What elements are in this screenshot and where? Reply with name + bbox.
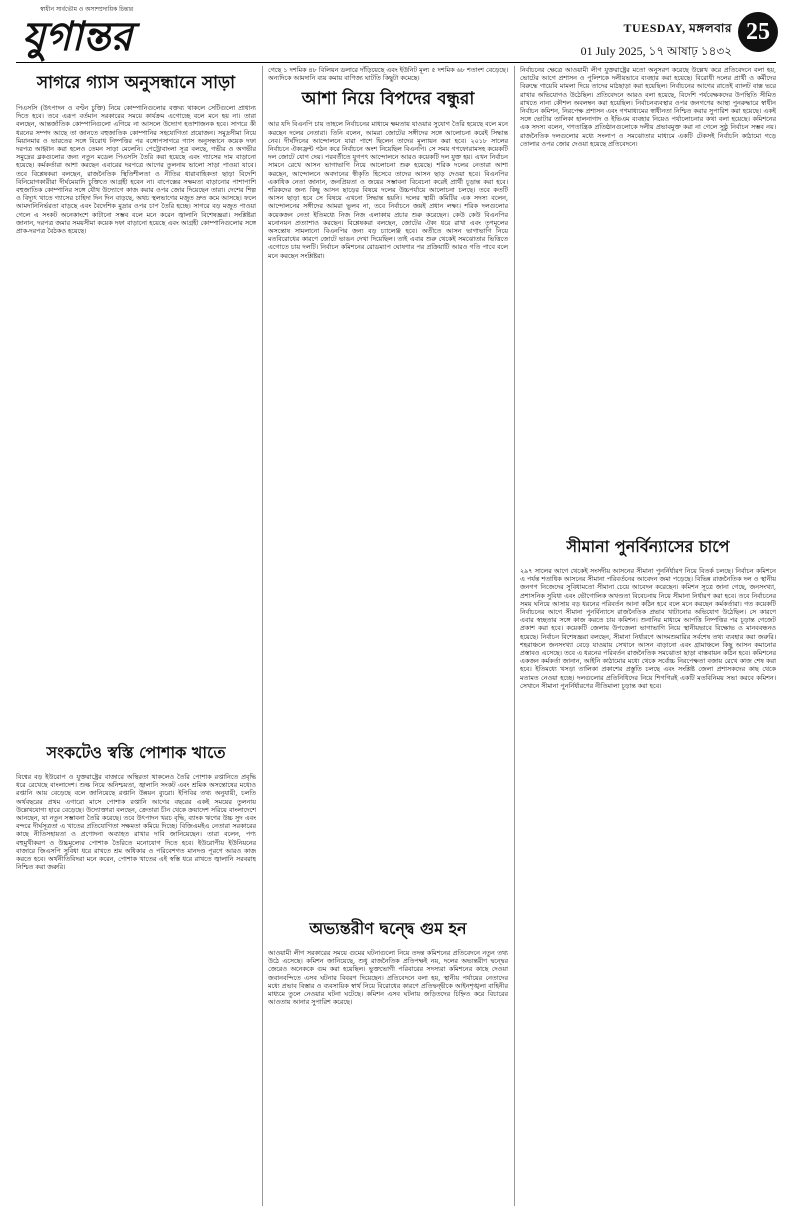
headline-boundary: সীমানা পুনর্বিন্যাসের চাপে <box>566 537 730 556</box>
article-internal-conflict <box>268 912 508 1206</box>
body-boundary: ২৯৭ সালের আগে থেকেই সংসদীয় আসনের সীমানা পুনর্নির্ধারণ নিয়ে বিতর্ক চলছে। নির্বাচন কমিশনে এ পর্যন্ত শতাধিক আসনের সীমানা পরিবর্তনের আবেদন জমা পড়েছে। বিভিন্ন রাজনৈতিক দল ও স্থানীয় জনগণ নিজেদের সুবিধামতো সীমানা চেয়ে আবেদন করেছেন। কমিশন সূত্রে জানা গেছে, জনসংখ্যা, প্রশাসনিক সুবিধা এবং ভৌগোলিক অখণ্ডতা বিবেচনায় নিয়ে সীমানা নির্ধারণ করা হবে। তবে নির্বাচনের সময় ঘনিয়ে আসায় বড় ধরনের পরিবর্তন আনা কঠিন হবে বলে মনে করছেন কর্মকর্তারা। গত কয়েকটি নির্বাচনের আগে সীমানা পুনর্বিন্যাসে রাজনৈতিক প্রভাব খাটানোর অভিযোগ উঠেছিল। সে কারণে এবার স্বচ্ছতার সঙ্গে কাজ করতে চায় কমিশন। শুনানির মাধ্যমে আপত্তি নিষ্পত্তির পর চূড়ান্ত গেজেট প্রকাশ করা হবে। কয়েকটি জেলায় উপজেলা ভাগাভাগি নিয়ে স্থানীয়ভাবে বিক্ষোভ ও মানববন্ধনও হয়েছে। নির্বাচন বিশেষজ্ঞরা বলছেন, সীমানা নির্ধারণে আদমশুমারির সর্বশেষ তথ্য ব্যবহার করা জরুরি। শহরাঞ্চলে জনসংখ্যা বেড়ে যাওয়ায় সেখানে আসন বাড়ানো এবং গ্রামাঞ্চলে কিছু আসন কমানোর প্রস্তাবও এসেছে। তবে এ ধরনের পরিবর্তন রাজনৈতিক সমঝোতা ছাড়া বাস্তবায়ন কঠিন হবে। কমিশনের একজন কর্মকর্তা জানান, আইনি কাঠামোর মধ্যে থেকে সর্বোচ্চ নিরপেক্ষতা বজায় রেখে কাজ শেষ করা হবে। ইতিমধ্যে খসড়া তালিকা প্রকাশের প্রস্তুতি চলছে এবং সংশ্লিষ্ট জেলা প্রশাসকদের কাছ থেকে মতামত নেওয়া হচ্ছে। দলগুলোর প্রতিনিধিদের নিয়ে শিগগিরই একটি মতবিনিময় সভা করবে কমিশন। সেখানে সীমানা পুনর্নির্ধারণের নীতিমালা চূড়ান্ত করা হবে। <box>520 567 776 690</box>
issue-date: 01 July 2025, ১৭ আষাঢ় ১৪৩২ <box>580 44 732 58</box>
article-garment <box>16 736 256 1206</box>
column-divider <box>262 66 263 1206</box>
body-gas: পিএসসি (উৎপাদন ও বণ্টন চুক্তি) নিয়ে কোম্পানিগুলোর বক্তব্য থাকলে সেটিগুলো প্রাধান্য দিতে হবে। তবে এরূপ বর্তমান সরকারের সময়ে কার্যক্রম এগোচ্ছে বলে মনে হয় না। তারা বলছেন, আন্তর্জাতিক কোম্পানিগুলো এগিয়ে না আসলে উদ্যোগ হতাশাজনক হবে। সাগরে কী ধরনের সম্পদ আছে তা জানতে বহুজাতিক কোম্পানির সহযোগিতা প্রয়োজন। সমুদ্রসীমা নিয়ে মিয়ানমার ও ভারতের সঙ্গে বিরোধ নিষ্পত্তির পর বঙ্গোপসাগরে গ্যাস অনুসন্ধানে কয়েক দফা দরপত্র আহ্বান করা হলেও তেমন সাড়া মেলেনি। পেট্রোবাংলা সূত্র বলছে, গভীর ও অগভীর সমুদ্রের ব্লকগুলোর জন্য নতুন মডেল পিএসসি তৈরি করা হয়েছে এবং গ্যাসের দাম বাড়ানো হয়েছে। কর্মকর্তারা আশা করছেন এবারের দরপত্রে আগের তুলনায় ভালো সাড়া পাওয়া যাবে। তবে বিশ্লেষকরা বলছেন, রাজনৈতিক স্থিতিশীলতা ও নীতির ধারাবাহিকতা ছাড়া বিদেশি বিনিয়োগকারীরা দীর্ঘমেয়াদি চুক্তিতে আগ্রহী হবেন না। বাপেক্সের সক্ষমতা বাড়ানোর পাশাপাশি বহুজাতিক কোম্পানির সঙ্গে যৌথ উদ্যোগে কাজ করার ওপর জোর দিয়েছেন তারা। দেশের শিল্প ও বিদ্যুৎ খাতে গ্যাসের চাহিদা দিন দিন বাড়ছে, অথচ স্থলভাগের মজুত দ্রুত কমে আসছে। ফলে আমদানিনির্ভরতা বাড়ছে এবং বৈদেশিক মুদ্রার ওপর চাপ তৈরি হচ্ছে। সাগরে বড় মজুত পাওয়া গেলে এ সংকট অনেকাংশে কাটানো সম্ভব বলে মনে করেন জ্বালানি বিশেষজ্ঞরা। সংশ্লিষ্টরা জানান, দরপত্র জমার সময়সীমা কয়েক দফা বাড়ানো হয়েছে এবং আগ্রহী কোম্পানিগুলোর সঙ্গে প্রাক-দরপত্র বৈঠকও হয়েছে। <box>16 104 256 236</box>
article-gas <box>16 66 256 731</box>
body-bnp: আর যদি বিএনপি চায় তাহলে নির্বাচনের মাধ্যমে ক্ষমতায় যাওয়ার সুযোগ তৈরি হয়েছে বলে মনে করছেন দলের নেতারা। তিনি বলেন, আমরা জোটের সঙ্গীদের সঙ্গে আলোচনা করেই সিদ্ধান্ত নেব। দীর্ঘদিনের আন্দোলনে যারা পাশে ছিলেন তাদের মূল্যায়ন করা হবে। ২০১৮ সালের নির্বাচনে ঐক্যফ্রন্ট গঠন করে নির্বাচনে অংশ নিয়েছিল বিএনপি। সে সময় গণফোরামসহ কয়েকটি দল জোটে যোগ দেয়। পরবর্তীতে যুগপৎ আন্দোলনে আরও কয়েকটি দল যুক্ত হয়। এখন নির্বাচন সামনে রেখে আসন ভাগাভাগি নিয়ে আলোচনা শুরু হয়েছে। শরিক দলের নেতারা আশা করছেন, আন্দোলনে অবদানের স্বীকৃতি হিসেবে তাদের আসন ছাড় দেওয়া হবে। বিএনপির একাধিক নেতা জানান, জনপ্রিয়তা ও জয়ের সম্ভাবনা বিবেচনা করেই প্রার্থী চূড়ান্ত করা হবে। শরিকদের জন্য কিছু আসন ছাড়ের বিষয়ে দলের উচ্চপর্যায়ে আলোচনা চলছে। তবে কতটি আসন ছাড়া হবে সে বিষয়ে এখনো সিদ্ধান্ত হয়নি। দলের স্থায়ী কমিটির এক সদস্য বলেন, আন্দোলনের সঙ্গীদের আমরা ভুলব না, তবে নির্বাচনে জয়ই প্রধান লক্ষ্য। শরিক দলগুলোর কয়েকজন নেতা ইতিমধ্যে নিজ নিজ এলাকায় প্রচার শুরু করেছেন। কেউ কেউ বিএনপির মনোনয়ন প্রত্যাশাও করছেন। বিশ্লেষকরা বলছেন, জোটের ঐক্য ধরে রাখা এবং তৃণমূলের অসন্তোষ সামলানো বিএনপির জন্য বড় চ্যালেঞ্জ হবে। অতীতে আসন ভাগাভাগি নিয়ে মতবিরোধের কারণে জোটে ভাঙন দেখা দিয়েছিল। তাই এবার শুরু থেকেই সমঝোতার ভিত্তিতে এগোতে চায় দলটি। নির্বাচন কমিশনের রোডম্যাপ ঘোষণার পর প্রক্রিয়াটি আরও গতি পাবে বলে মনে করছেন সংশ্লিষ্টরা। <box>268 120 508 260</box>
body-garment: বিশ্বের বড় ইউরোপ ও যুক্তরাষ্ট্রের বাজারে অস্থিরতা থাকলেও তৈরি পোশাক রপ্তানিতে প্রবৃদ্ধি ধরে রেখেছে বাংলাদেশ। শুল্ক নিয়ে অনিশ্চয়তা, জ্বালানি সংকট এবং শ্রমিক অসন্তোষের মধ্যেও রপ্তানি আয় বেড়েছে বলে জানিয়েছে রপ্তানি উন্নয়ন ব্যুরো। ইপিবির তথ্য অনুযায়ী, চলতি অর্থবছরের প্রথম এগারো মাসে পোশাক রপ্তানি আগের বছরের একই সময়ের তুলনায় উল্লেখযোগ্য হারে বেড়েছে। উদ্যোক্তারা বলছেন, ক্রেতারা চীন থেকে ক্রয়াদেশ সরিয়ে বাংলাদেশে আনছেন, যা নতুন সম্ভাবনা তৈরি করেছে। তবে উৎপাদন খরচ বৃদ্ধি, ব্যাংক ঋণের উচ্চ সুদ এবং বন্দরে দীর্ঘসূত্রতা এ খাতের প্রতিযোগিতা সক্ষমতা কমিয়ে দিচ্ছে। বিজিএমইএ নেতারা সরকারের কাছে নীতিসহায়তা ও প্রণোদনা অব্যাহত রাখার দাবি জানিয়েছেন। তারা বলেন, পণ্য বহুমুখীকরণ ও উচ্চমূল্যের পোশাক তৈরিতে মনোযোগ দিতে হবে। ইউরোপীয় ইউনিয়নের বাজারে জিএসপি সুবিধা ধরে রাখতে শ্রম অধিকার ও পরিবেশগত মানদণ্ড পূরণে আরও কাজ করতে হবে। অর্থনীতিবিদরা মনে করেন, পোশাক খাতের এই স্বস্তি ধরে রাখতে জ্বালানি সরবরাহ নিশ্চিত করা জরুরি। <box>16 773 256 872</box>
body-right-top: নির্বাচনের ক্ষেত্রে আওয়ামী লীগ যুক্তরাষ্ট্রের মতো অনুসরণ করেছে উল্লেখ করে প্রতিবেদনে বলা হয়, ভোটের আগে প্রশাসন ও পুলিশকে দলীয়ভাবে ব্যবহার করা হয়েছে। বিরোধী দলের প্রার্থী ও কর্মীদের বিরুদ্ধে গায়েবি মামলা দিয়ে তাদের মাঠছাড়া করা হয়েছিল। নির্বাচনের আগের রাতেই ব্যালট বাক্স ভরে রাখার অভিযোগও উঠেছিল। প্রতিবেদনে আরও বলা হয়েছে, বিদেশি পর্যবেক্ষকদের উপস্থিতি সীমিত রাখতে নানা কৌশল অবলম্বন করা হয়েছিল। নির্বাচনব্যবস্থার ওপর জনগণের আস্থা পুনরুদ্ধারে স্বাধীন নির্বাচন কমিশন, নিরপেক্ষ প্রশাসন এবং গণমাধ্যমের স্বাধীনতা নিশ্চিত করার সুপারিশ করা হয়েছে। একই সঙ্গে ভোটার তালিকা হালনাগাদ ও ইভিএম ব্যবহার নিয়েও পর্যালোচনার কথা বলা হয়েছে। কমিশনের এক সদস্য বলেন, গণতান্ত্রিক প্রতিষ্ঠানগুলোকে দলীয় প্রভাবমুক্ত করা না গেলে সুষ্ঠু নির্বাচন সম্ভব নয়। রাজনৈতিক দলগুলোর মধ্যে সংলাপ ও সমঝোতার মাধ্যমে একটি টেকসই নির্বাচনি কাঠামো গড়ে তোলার ওপর জোর দেওয়া হয়েছে প্রতিবেদনে। <box>520 66 776 148</box>
date-block <box>581 20 732 63</box>
page-number-badge: 25 <box>738 12 778 52</box>
article-bnp <box>268 66 508 906</box>
headline-internal-conflict: অভ্যন্তরীণ দ্বন্দ্বে গুম হন <box>309 919 467 938</box>
column-divider <box>514 66 515 1206</box>
body-bnp-top: গেছে ১ দশমিক ৪৮ বিলিয়ন ডলারে দাঁড়িয়েছে এবং ইউনিট মূল্য ৫ দশমিক ৬৮ শতাংশ বেড়েছে। অন্যদিকে আমদানি ব্যয় কমায় বাণিজ্য ঘাটতি কিছুটা কমেছে। <box>268 66 508 83</box>
newspaper-logo <box>22 6 142 64</box>
headline-garment: সংকটেও স্বস্তি পোশাক খাতে <box>46 743 226 762</box>
body-internal-conflict: আওয়ামী লীগ সরকারের সময়ে গুমের ঘটনাগুলো নিয়ে তদন্ত কমিশনের প্রতিবেদনে নতুন তথ্য উঠে এসেছে। কমিশন জানিয়েছে, শুধু রাজনৈতিক প্রতিপক্ষই নয়, দলের অভ্যন্তরীণ দ্বন্দ্বের জেরেও অনেককে গুম করা হয়েছিল। ভুক্তভোগী পরিবারের সদস্যরা কমিশনের কাছে দেওয়া জবানবন্দিতে এসব ঘটনার বিবরণ দিয়েছেন। প্রতিবেদনে বলা হয়, স্থানীয় পর্যায়ের নেতাদের মধ্যে প্রভাব বিস্তার ও ব্যবসায়িক স্বার্থ নিয়ে বিরোধের কারণে প্রতিদ্বন্দ্বীকে আইনশৃঙ্খলা বাহিনীর মাধ্যমে তুলে নেওয়ার ঘটনা ঘটেছে। কমিশন এসব ঘটনায় জড়িতদের চিহ্নিত করে বিচারের আওতায় আনার সুপারিশ করেছে। <box>268 949 508 1007</box>
headline-gas: সাগরে গ্যাস অনুসন্ধানে সাড়া <box>36 73 236 93</box>
headline-bnp: আশা নিয়ে বিপদের বন্ধুরা <box>301 89 475 110</box>
tagline: স্বাধীন সার্বভৌম ও অসাম্প্রদায়িক চিন্তার <box>40 6 134 13</box>
article-boundary <box>520 530 776 1206</box>
svg-text:যুগান্তর: যুগান্তর <box>22 13 133 60</box>
issue-day: TUESDAY, মঙ্গলবার <box>623 21 732 35</box>
masthead-rule <box>16 62 776 63</box>
article-right-top <box>520 66 776 526</box>
